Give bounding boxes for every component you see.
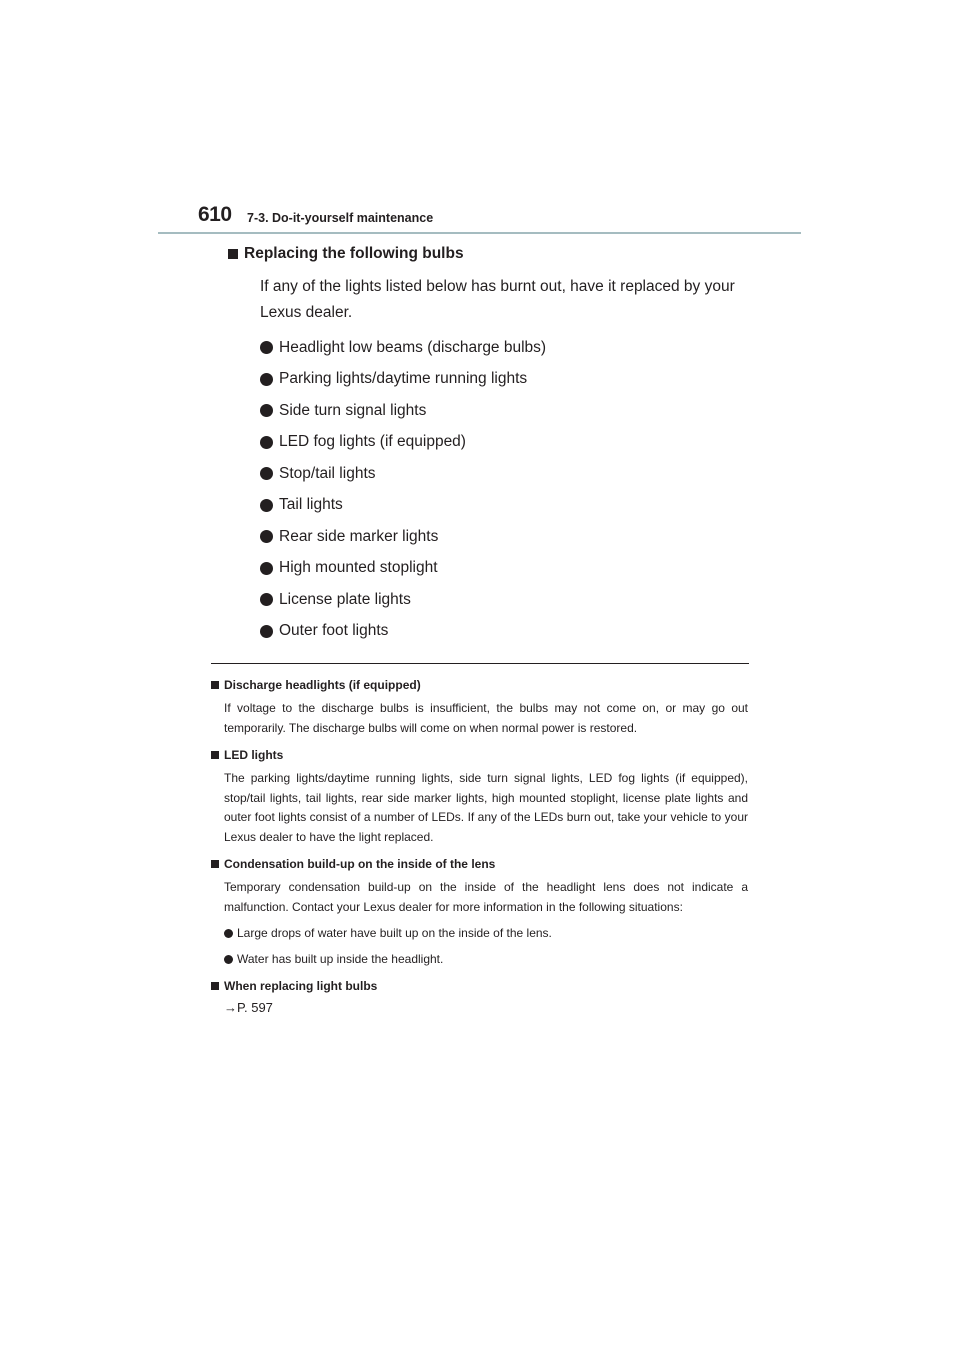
list-item (260, 616, 748, 648)
note-heading-text: Condensation build-up on the inside of the lens (224, 857, 496, 871)
page-reference-link[interactable]: →P. 597 (224, 1000, 273, 1015)
square-bullet-icon (211, 860, 219, 868)
note-bullet (224, 949, 748, 969)
list-item (260, 364, 748, 396)
list-item (260, 584, 748, 616)
bullet-dot-icon (260, 404, 273, 417)
bullet-dot-icon (260, 625, 273, 638)
bullet-dot-icon (224, 929, 233, 938)
list-item-text: Side turn signal lights (279, 401, 427, 419)
bullet-dot-icon (224, 955, 233, 964)
bullet-dot-icon (260, 373, 273, 386)
square-bullet-icon (211, 751, 219, 759)
note-heading-text: Discharge headlights (if equipped) (224, 678, 421, 692)
note-heading-condensation (211, 856, 748, 872)
list-item-text: Outer foot lights (279, 622, 389, 640)
list-item (260, 521, 748, 553)
square-bullet-icon (211, 982, 219, 990)
note-heading-text: When replacing light bulbs (224, 979, 378, 993)
main-heading-text: Replacing the following bulbs (244, 245, 464, 262)
list-item-text: High mounted stoplight (279, 559, 438, 577)
bullet-dot-icon (260, 562, 273, 575)
note-heading-led (211, 747, 748, 763)
list-item-text: LED fog lights (if equipped) (279, 433, 466, 451)
note-bullet (224, 923, 748, 943)
list-item-text: Headlight low beams (discharge bulbs) (279, 338, 547, 356)
bullet-dot-icon (260, 467, 273, 480)
list-item (260, 490, 748, 522)
list-item (260, 553, 748, 585)
header-rule (158, 232, 801, 234)
note-body-led: The parking lights/daytime running lights, side turn signal lights, LED fog lights (if equipped), stop/tail lights, tail lights, rear side marker lights, high mounted stoplight, license plate lights and outer foot lights consist of a number of LEDs. If any of the LEDs burn out, take your vehicle to your Lexus dealer to have the light replaced. (224, 771, 748, 844)
bullet-dot-icon (260, 530, 273, 543)
list-item-text: Tail lights (279, 496, 343, 514)
note-bullet-text: Water has built up inside the headlight. (237, 952, 444, 966)
page-number: 610 (198, 203, 232, 226)
list-item (260, 458, 748, 490)
bulb-list (260, 332, 748, 647)
note-heading-discharge (211, 677, 748, 693)
note-heading-replacing (211, 978, 748, 994)
list-item-text: Parking lights/daytime running lights (279, 370, 528, 388)
list-item (260, 395, 748, 427)
note-heading-text: LED lights (224, 748, 284, 762)
list-item-text: Stop/tail lights (279, 464, 376, 482)
list-item (260, 427, 748, 459)
main-section (228, 242, 748, 647)
square-bullet-icon (211, 681, 219, 689)
notes-divider (211, 663, 749, 664)
note-body-discharge: If voltage to the discharge bulbs is insufficient, the bulbs may not come on, or may go out temporarily. The discharge bulbs will come on when normal power is restored. (224, 701, 748, 735)
main-intro: If any of the lights listed below has burnt out, have it replaced by your Lexus dealer. (260, 278, 735, 321)
list-item (260, 332, 748, 364)
note-body-condensation: Temporary condensation build-up on the inside of the headlight lens does not indicate a malfunction. Contact your Lexus dealer for more information in the following situations: (224, 880, 748, 914)
bullet-dot-icon (260, 436, 273, 449)
square-bullet-icon (228, 249, 238, 259)
list-item-text: License plate lights (279, 590, 411, 608)
notes-section (211, 677, 748, 1015)
list-item-text: Rear side marker lights (279, 527, 439, 545)
bullet-dot-icon (260, 341, 273, 354)
note-bullet-text: Large drops of water have built up on the inside of the lens. (237, 926, 552, 940)
bullet-dot-icon (260, 499, 273, 512)
section-title: 7-3. Do-it-yourself maintenance (247, 211, 434, 225)
main-heading (228, 242, 748, 266)
bullet-dot-icon (260, 593, 273, 606)
